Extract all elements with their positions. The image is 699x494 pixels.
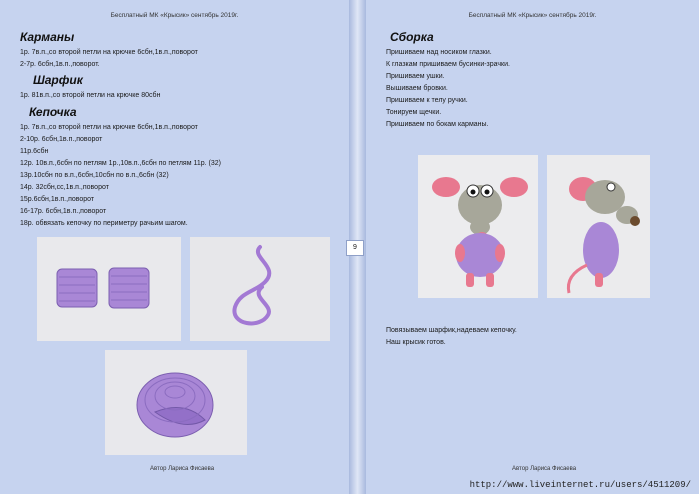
cap-line-9: 18р. обвязать кепочку по периметру рачьим шагом. [20, 220, 188, 227]
photo-scarf [190, 237, 330, 341]
assembly-line-2: К глазкам пришиваем бусинки-зрачки. [386, 61, 510, 68]
left-footer: Автор Лариса Фисаева [150, 466, 215, 472]
assembly-line-5: Пришиваем к телу ручки. [386, 97, 468, 104]
assembly-line-4: Вышиваем бровки. [386, 85, 448, 92]
assembly-line-1: Пришиваем над носиком глазки. [386, 49, 492, 56]
watermark-url: http://www.liveinternet.ru/users/4511209/ [469, 480, 691, 490]
pockets-line-1: 1р. 7в.п.,со второй петли на крючке 6сбн,1в.п.,поворот [20, 49, 198, 56]
heading-pockets: Карманы [20, 30, 75, 44]
closing-line-2: Наш крысик готов. [386, 339, 446, 346]
photo-cap [105, 350, 247, 455]
cap-line-2: 2-10р. 6сбн,1в.п.,поворот [20, 136, 103, 143]
page-number: 9 [346, 240, 364, 256]
pockets-line-2: 2-7р. 6сбн,1в.п.,поворот. [20, 61, 100, 68]
photo-rat-front [418, 155, 538, 298]
heading-scarf: Шарфик [33, 73, 83, 87]
right-footer: Автор Лариса Фисаева [512, 466, 577, 472]
cap-line-3: 11р.6сбн [20, 148, 49, 155]
closing-line-1: Повязываем шарфик,надеваем кепочку. [386, 327, 517, 334]
photo-rat-side [547, 155, 650, 298]
heading-cap: Кепочка [29, 105, 77, 119]
assembly-line-3: Пришиваем ушки. [386, 73, 445, 80]
cap-line-4: 12р. 10в.п.,6сбн по петлям 1р.,10в.п.,6сбн по петлям 11р. (32) [20, 160, 221, 167]
right-header: Бесплатный МК «Крысик» сентябрь 2019г. [468, 12, 597, 19]
photo-pockets [37, 237, 181, 341]
assembly-line-7: Пришиваем по бокам карманы. [386, 121, 489, 128]
cap-line-5: 13р.10сбн по в.п.,6сбн,10сбн по в.п.,6сбн (32) [20, 172, 169, 179]
right-page [366, 0, 699, 494]
cap-line-8: 16-17р. 6сбн,1в.п.,поворот [20, 208, 107, 215]
cap-line-1: 1р. 7в.п.,со второй петли на крючке 6сбн,1в.п.,поворот [20, 124, 198, 131]
left-page [0, 0, 349, 494]
cap-line-6: 14р. 32сбн,сс,1в.п.,поворот [20, 184, 109, 191]
assembly-line-6: Тонируем щечки. [386, 109, 442, 116]
cap-line-7: 15р.6сбн,1в.п.,поворот [20, 196, 95, 203]
left-header: Бесплатный МК «Крысик» сентябрь 2019г. [110, 12, 239, 19]
heading-assembly: Сборка [390, 30, 434, 44]
scarf-line-1: 1р. 81в.п.,со второй петли на крючке 80сбн [20, 92, 161, 99]
